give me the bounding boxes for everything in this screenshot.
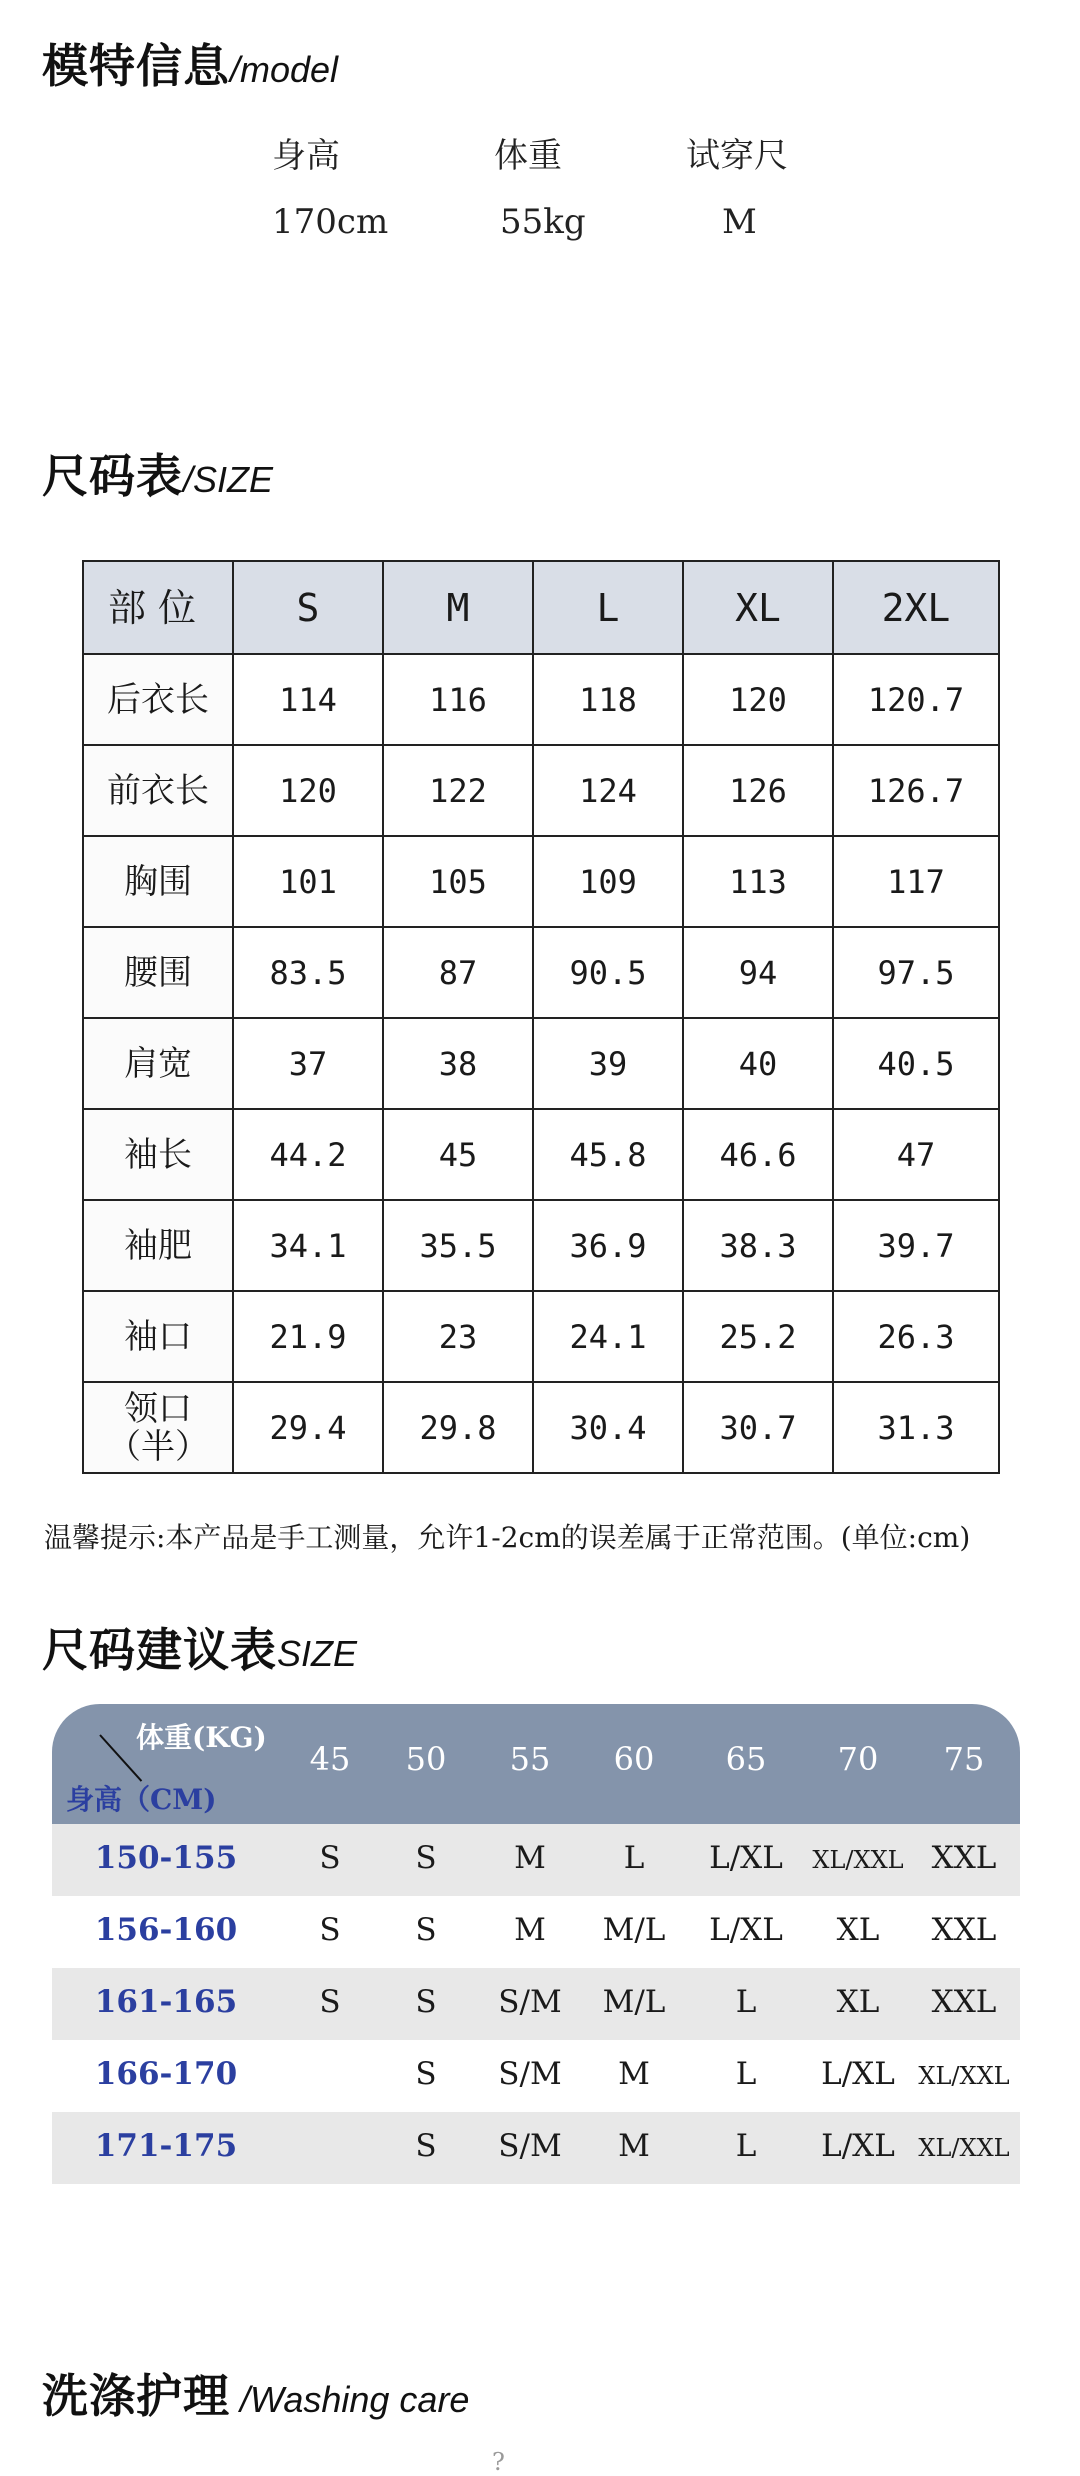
height-range-label: 161-165 (94, 1984, 238, 2020)
suggested-size-cell: L/XL (821, 2056, 895, 2092)
suggested-size-cell: L (735, 2128, 757, 2164)
suggested-size-cell: XXL (931, 1984, 997, 2020)
size-table-part-label: 袖长 (83, 1109, 233, 1200)
size-table-cell: 29.4 (233, 1382, 383, 1473)
suggested-size-cell: XL/XXL (918, 2134, 1010, 2162)
size-table-row (83, 745, 999, 836)
suggested-size-cell: L/XL (821, 2128, 895, 2164)
size-suggestion-table (52, 1704, 1020, 2184)
size-table-cell: 30.7 (683, 1382, 833, 1473)
size-table-cell: 120.7 (833, 654, 999, 745)
wash-title-zh: 洗涤护理 (42, 2369, 230, 2423)
size-table-row (83, 1109, 999, 1200)
size-table-cell: 105 (383, 836, 533, 927)
measurement-note: 温馨提示:本产品是手工测量，允许1-2cm的误差属于正常范围。(单位:cm) (44, 1521, 971, 1554)
suggested-size-cell: L (623, 1840, 645, 1876)
size-table-cell: 101 (233, 836, 383, 927)
height-range-label: 150-155 (94, 1840, 238, 1876)
suggested-size-cell: M/L (602, 1984, 666, 2020)
suggested-size-cell: S (415, 1912, 437, 1948)
size-table-part-label: 前衣长 (83, 745, 233, 836)
size-table-cell: 124 (533, 745, 683, 836)
weight-column-header: 75 (943, 1740, 985, 1778)
size-table-part-label: 腰围 (83, 927, 233, 1018)
suggested-size-cell: L (735, 1984, 757, 2020)
weight-column-header: 55 (509, 1740, 551, 1778)
suggested-size-cell: M (618, 2056, 650, 2092)
size-table-cell: 46.6 (683, 1109, 833, 1200)
size-title-en: /SIZE (183, 459, 274, 500)
suggested-size-cell: S (319, 1912, 341, 1948)
suggested-size-cell: XL (836, 1984, 880, 2020)
size-table-cell: 30.4 (533, 1382, 683, 1473)
cropped-glyph: ? (492, 2448, 505, 2476)
size-table-cell: 116 (383, 654, 533, 745)
size-table-cell: 29.8 (383, 1382, 533, 1473)
suggested-size-cell: S (415, 1984, 437, 2020)
suggested-size-cell: M (618, 2128, 650, 2164)
size-table-cell: 113 (683, 836, 833, 927)
suggested-size-cell: XL (836, 1912, 880, 1948)
size-column-header: M (383, 561, 533, 654)
suggested-size-cell: XXL (931, 1840, 997, 1876)
size-table-part-label: 领口 （半） (83, 1382, 233, 1473)
wash-section-title (42, 2360, 469, 2426)
model-header-weight: 体重 (494, 136, 562, 176)
size-table-cell: 118 (533, 654, 683, 745)
height-range-label: 166-170 (94, 2056, 238, 2092)
size-table-cell: 24.1 (533, 1291, 683, 1382)
size-table-header-row (83, 561, 999, 654)
suggested-size-cell: S (415, 2056, 437, 2092)
weight-column-header: 50 (405, 1740, 447, 1778)
size-table-cell: 45.8 (533, 1109, 683, 1200)
height-range-label: 171-175 (94, 2128, 238, 2164)
size-table-row (83, 1291, 999, 1382)
size-table-cell: 37 (233, 1018, 383, 1109)
suggestion-row (52, 1968, 1020, 2040)
size-table-row (83, 1382, 999, 1473)
size-table-cell: 39.7 (833, 1200, 999, 1291)
suggested-size-cell: XL/XXL (812, 1846, 904, 1874)
size-table-cell: 45 (383, 1109, 533, 1200)
suggested-size-cell: L (735, 2056, 757, 2092)
size-table-cell: 120 (233, 745, 383, 836)
model-header-size: 试穿尺 (686, 136, 788, 176)
suggested-size-cell: S (415, 2128, 437, 2164)
size-column-header: 2XL (833, 561, 999, 654)
size-table-cell: 40 (683, 1018, 833, 1109)
size-table-cell: 47 (833, 1109, 999, 1200)
size-table-cell: 36.9 (533, 1200, 683, 1291)
wash-title-en: /Washing care (230, 2379, 470, 2420)
suggested-size-cell: XL/XXL (918, 2062, 1010, 2090)
size-column-header: XL (683, 561, 833, 654)
size-table-cell: 39 (533, 1018, 683, 1109)
suggested-size-cell: S/M (498, 2056, 562, 2092)
suggested-size-cell: M/L (602, 1912, 666, 1948)
size-table-cell: 114 (233, 654, 383, 745)
size-table-row (83, 654, 999, 745)
height-range-label: 156-160 (94, 1912, 238, 1948)
size-table-cell: 122 (383, 745, 533, 836)
size-column-header: L (533, 561, 683, 654)
suggest-title-zh: 尺码建议表 (42, 1623, 277, 1677)
suggestion-row (52, 2040, 1020, 2112)
weight-column-header: 45 (309, 1740, 351, 1778)
size-table-cell: 117 (833, 836, 999, 927)
suggested-size-cell: S/M (498, 2128, 562, 2164)
weight-column-header: 60 (613, 1740, 655, 1778)
size-table-cell: 126 (683, 745, 833, 836)
size-table-cell: 40.5 (833, 1018, 999, 1109)
size-table-row (83, 836, 999, 927)
size-table-cell: 23 (383, 1291, 533, 1382)
size-table-cell: 31.3 (833, 1382, 999, 1473)
model-title-en: /model (230, 49, 339, 90)
size-section-title (42, 440, 273, 506)
model-value-height: 170cm (272, 202, 389, 242)
size-table-cell: 38.3 (683, 1200, 833, 1291)
size-table-corner: 部位 (83, 561, 233, 654)
model-value-size: M (722, 202, 757, 242)
suggested-size-cell: M (514, 1840, 546, 1876)
height-axis-label: 身高（CM) (66, 1783, 217, 1816)
size-table-cell: 21.9 (233, 1291, 383, 1382)
size-title-zh: 尺码表 (42, 449, 183, 503)
suggest-section-title (42, 1614, 357, 1680)
model-value-weight: 55kg (500, 202, 586, 242)
suggestion-header-row (52, 1704, 1020, 1824)
size-table-cell: 26.3 (833, 1291, 999, 1382)
size-table-cell: 25.2 (683, 1291, 833, 1382)
suggested-size-cell: S (319, 1840, 341, 1876)
size-table-part-label: 袖肥 (83, 1200, 233, 1291)
size-table-cell: 38 (383, 1018, 533, 1109)
size-table-cell: 44.2 (233, 1109, 383, 1200)
suggested-size-cell: XXL (931, 1912, 997, 1948)
size-table-cell: 126.7 (833, 745, 999, 836)
suggestion-row (52, 1896, 1020, 1968)
size-table-cell: 94 (683, 927, 833, 1018)
size-table-part-label: 胸围 (83, 836, 233, 927)
suggested-size-cell: M (514, 1912, 546, 1948)
size-table-cell: 83.5 (233, 927, 383, 1018)
weight-column-header: 65 (725, 1740, 767, 1778)
size-table-row (83, 1018, 999, 1109)
size-column-header: S (233, 561, 383, 654)
suggested-size-cell: S/M (498, 1984, 562, 2020)
suggested-size-cell: L/XL (709, 1840, 783, 1876)
suggestion-row (52, 1824, 1020, 1896)
size-table-cell: 120 (683, 654, 833, 745)
suggested-size-cell: L/XL (709, 1912, 783, 1948)
weight-axis-label: 体重(KG) (136, 1721, 267, 1754)
size-table (82, 560, 1000, 1474)
size-table-cell: 97.5 (833, 927, 999, 1018)
size-table-cell: 87 (383, 927, 533, 1018)
size-table-row (83, 927, 999, 1018)
size-table-part-label: 肩宽 (83, 1018, 233, 1109)
model-title-zh: 模特信息 (42, 39, 230, 93)
suggested-size-cell: S (319, 1984, 341, 2020)
size-table-part-label: 后衣长 (83, 654, 233, 745)
size-table-cell: 34.1 (233, 1200, 383, 1291)
size-table-cell: 90.5 (533, 927, 683, 1018)
suggest-title-en: SIZE (277, 1633, 358, 1674)
suggested-size-cell: S (415, 1840, 437, 1876)
size-table-part-label: 袖口 (83, 1291, 233, 1382)
model-section-title (42, 30, 338, 96)
size-table-cell: 109 (533, 836, 683, 927)
size-table-cell: 35.5 (383, 1200, 533, 1291)
size-table-row (83, 1200, 999, 1291)
suggestion-row (52, 2112, 1020, 2184)
model-header-height: 身高 (272, 136, 340, 176)
weight-column-header: 70 (837, 1740, 879, 1778)
